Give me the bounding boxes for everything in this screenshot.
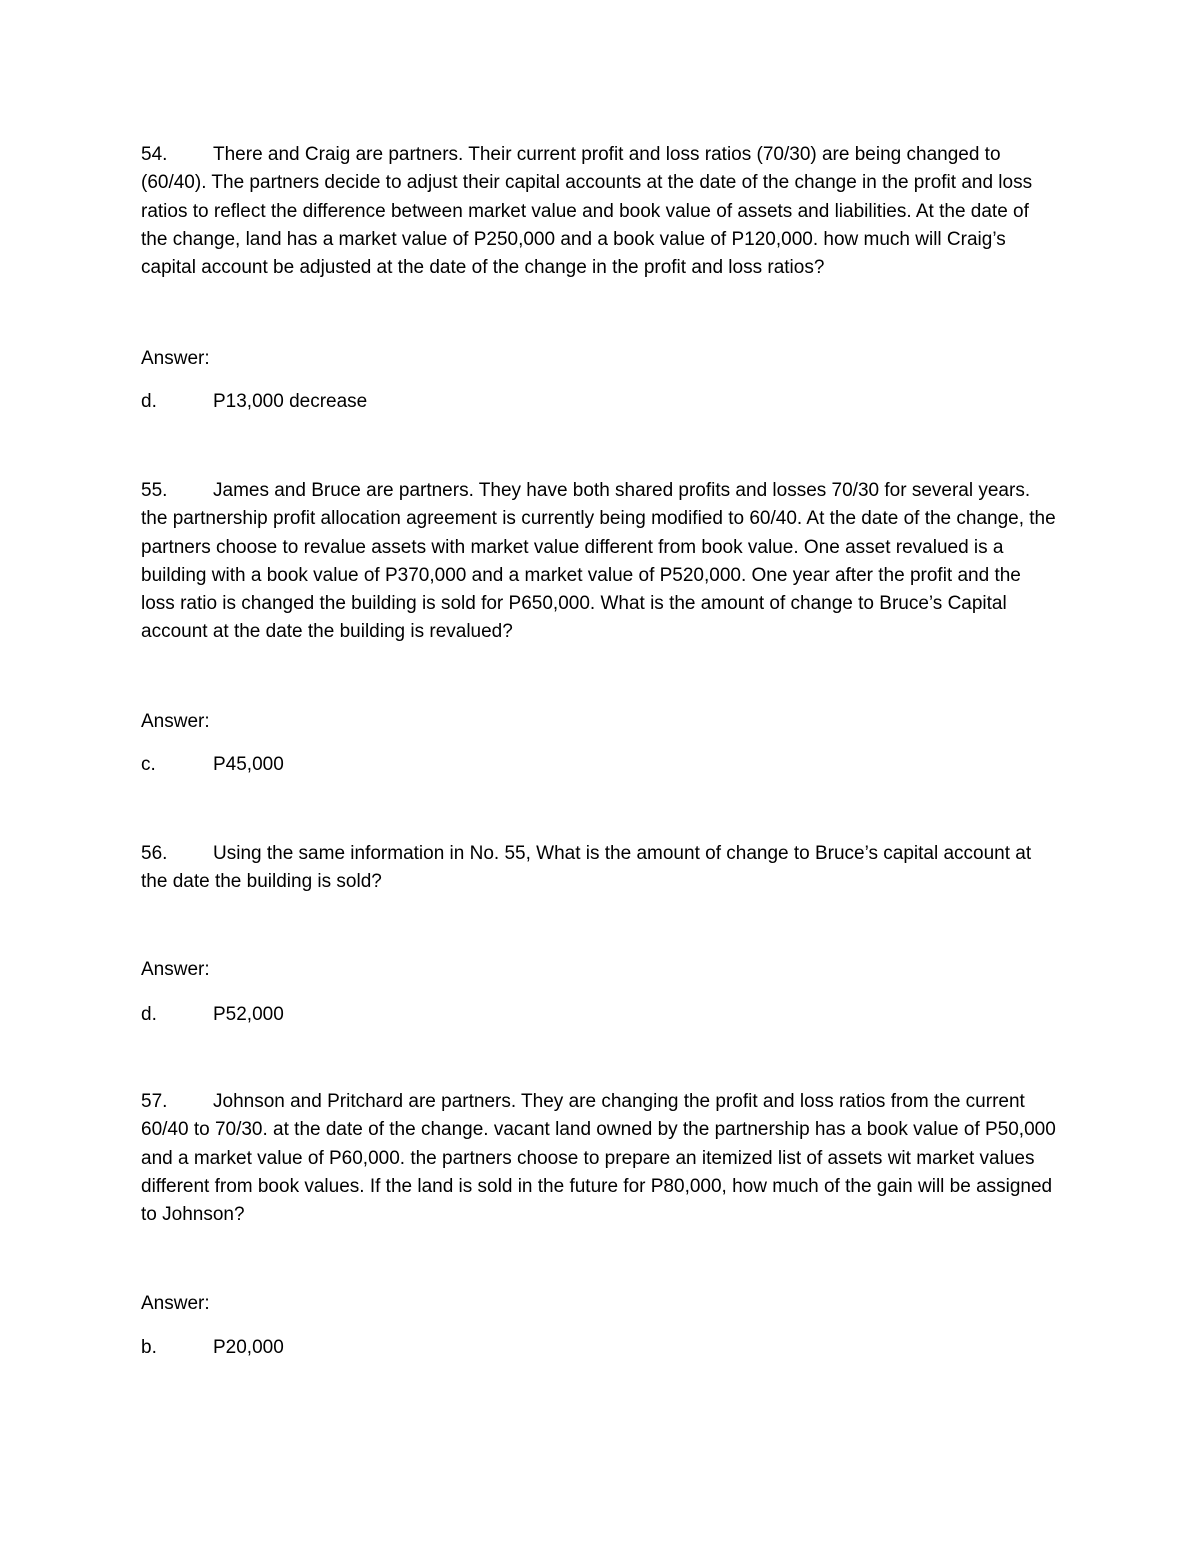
question-body: James and Bruce are partners. They have both shared profits and losses 70/30 for several years. the partnership profit allocation agreement is currently being modified to 60/40. At the date of the change, the partners choose to revalue assets with market value different from book value. One asset revalued is a building with a book value of P370,000 and a market value of P520,000. One year after the profit and the loss ratio is changed the building is sold for P650,000. What is the amount of change to Bruce’s Capital account at the date the building is revalued? bbox=[141, 480, 1056, 643]
answer-choice bbox=[141, 388, 367, 416]
answer-value: P45,000 bbox=[213, 754, 284, 775]
question-text bbox=[141, 840, 1056, 897]
answer-choice bbox=[141, 1001, 284, 1029]
question-56 bbox=[141, 840, 1056, 897]
answer-letter: d. bbox=[141, 1004, 157, 1025]
answer-choice bbox=[141, 1334, 284, 1362]
question-text bbox=[141, 477, 1056, 647]
question-text bbox=[141, 141, 1056, 282]
question-54 bbox=[141, 141, 1056, 282]
answer-label: Answer: bbox=[141, 348, 210, 369]
question-number: 54. bbox=[141, 144, 168, 165]
answer-value: P52,000 bbox=[213, 1004, 284, 1025]
question-body: There and Craig are partners. Their current profit and loss ratios (70/30) are being changed to (60/40). The partners decide to adjust their capital accounts at the date of the change in the profit and loss ratios to reflect the difference between market value and book value of assets and liabilities. At the date of the change, land has a market value of P250,000 and a book value of P120,000. how much will Craig’s capital account be adjusted at the date of the change in the profit and loss ratios? bbox=[141, 144, 1033, 279]
answer-value: P13,000 decrease bbox=[213, 391, 368, 412]
answer-label: Answer: bbox=[141, 711, 210, 732]
answer-label: Answer: bbox=[141, 1293, 210, 1314]
question-55 bbox=[141, 477, 1056, 647]
question-number: 55. bbox=[141, 480, 168, 501]
answer-choice bbox=[141, 751, 284, 779]
question-57 bbox=[141, 1088, 1056, 1229]
question-number: 57. bbox=[141, 1091, 168, 1112]
question-text bbox=[141, 1088, 1056, 1229]
question-body: Using the same information in No. 55, What is the amount of change to Bruce’s capital account at the date the building is sold? bbox=[141, 843, 1032, 893]
question-number: 56. bbox=[141, 843, 168, 864]
answer-value: P20,000 bbox=[213, 1337, 284, 1358]
answer-letter: c. bbox=[141, 754, 156, 775]
answer-letter: d. bbox=[141, 391, 157, 412]
question-body: Johnson and Pritchard are partners. They are changing the profit and loss ratios from the current 60/40 to 70/30. at the date of the change. vacant land owned by the partnership has a book value of P50,000 and a market value of P60,000. the partners choose to prepare an itemized list of assets wit market values different from book values. If the land is sold in the future for P80,000, how much of the gain will be assigned to Johnson? bbox=[141, 1091, 1056, 1226]
answer-letter: b. bbox=[141, 1337, 157, 1358]
answer-label: Answer: bbox=[141, 959, 210, 980]
